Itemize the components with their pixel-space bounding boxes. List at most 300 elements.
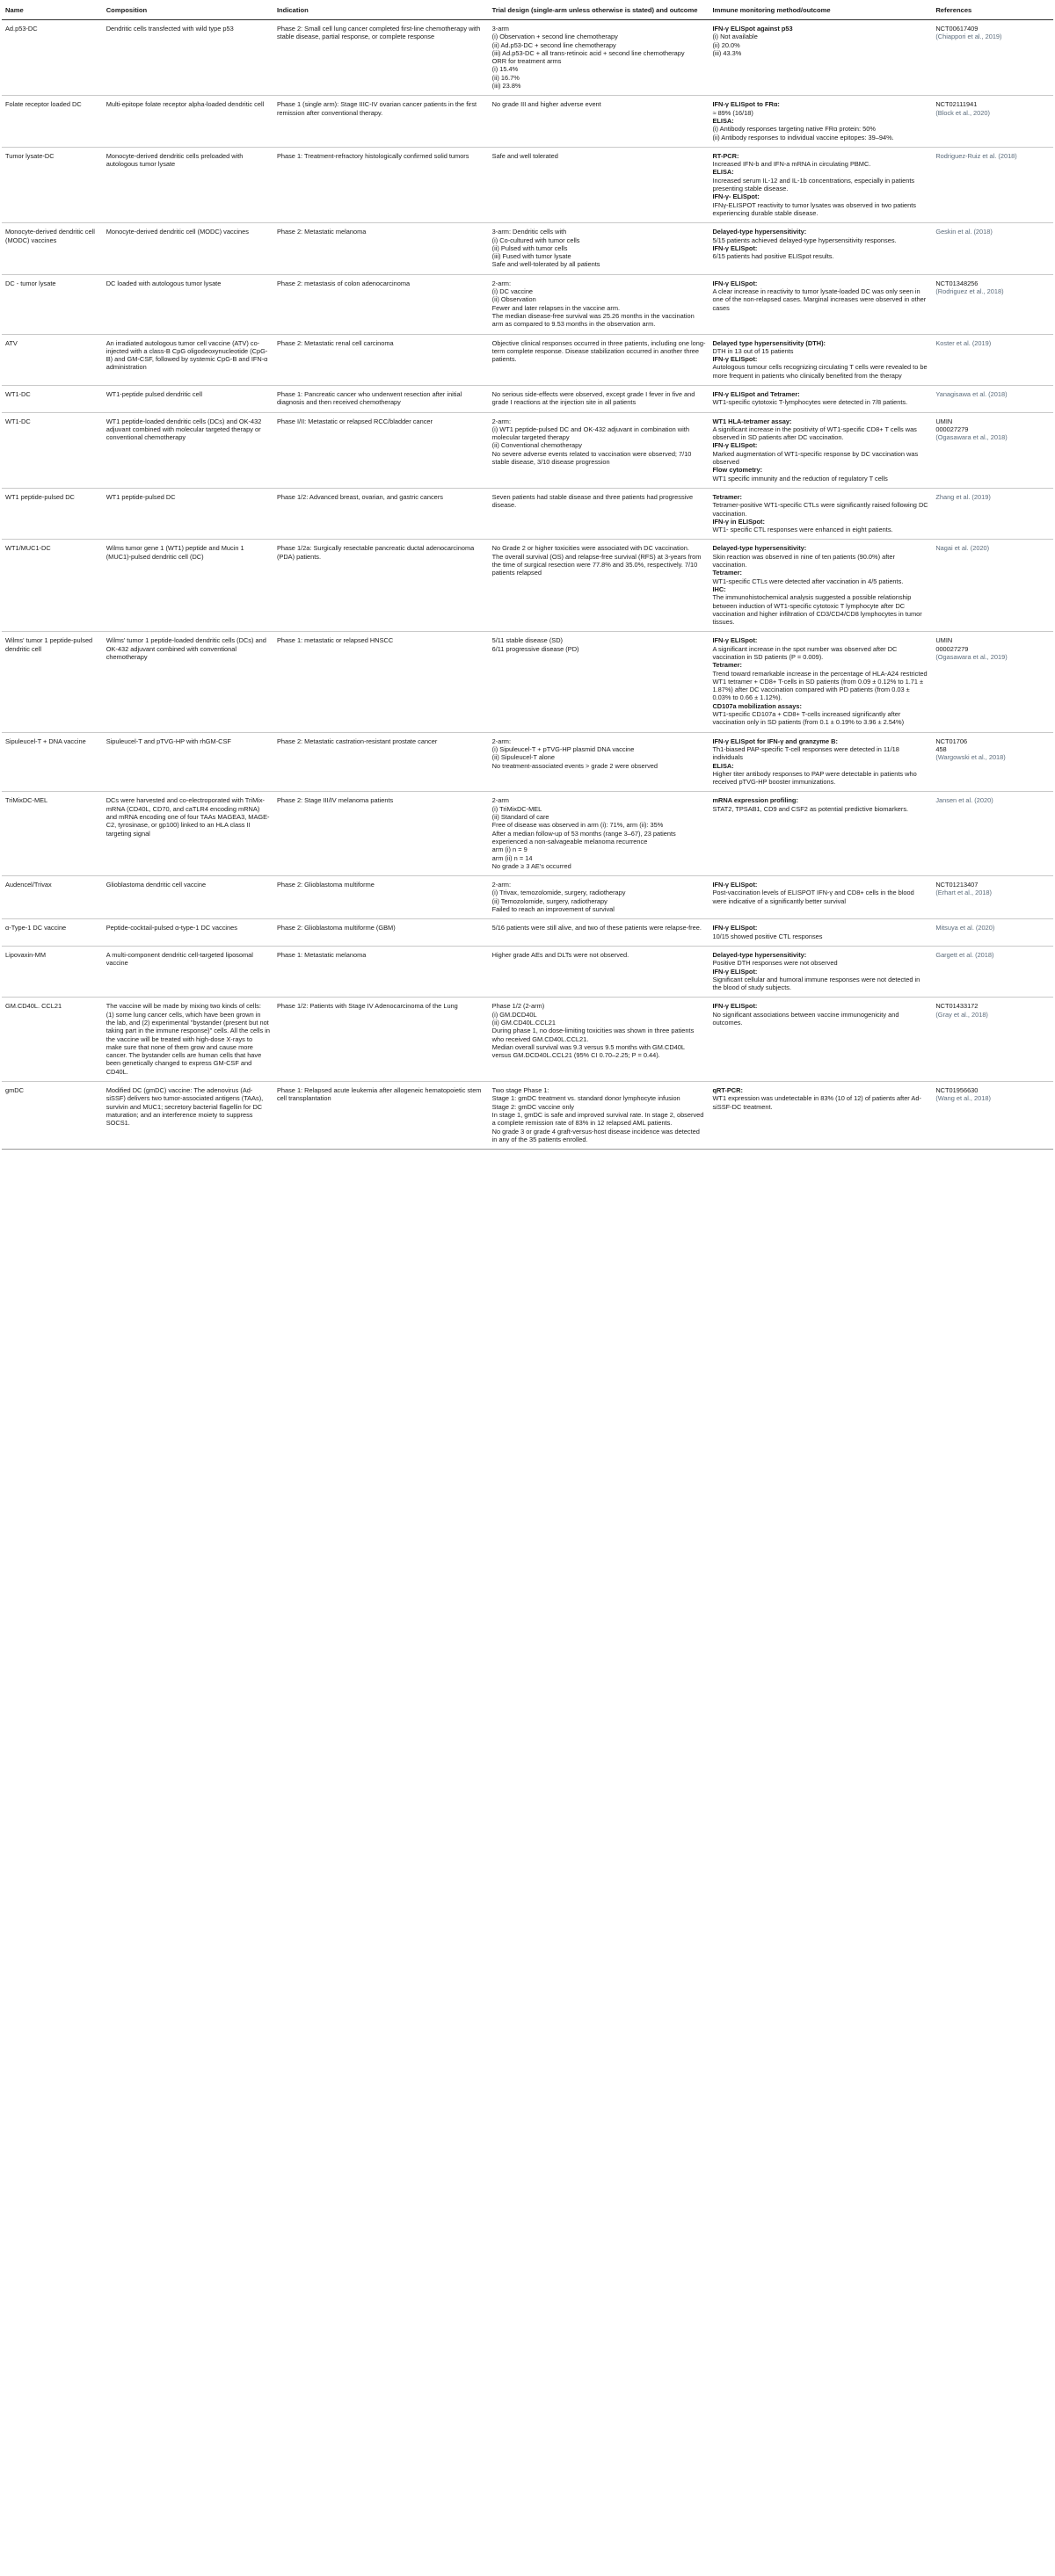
cell-composition [103, 223, 273, 274]
cell-indication [273, 998, 489, 1082]
cell-composition [103, 412, 273, 488]
cell-immune-monitoring [709, 540, 932, 632]
indication-text: Phase 2: Metastatic castration-resistant prostate cancer [276, 737, 438, 745]
cell-immune-monitoring [709, 96, 932, 147]
cell-composition [103, 632, 273, 732]
vaccine-name: Audencel/Trivax [5, 881, 52, 889]
composition-text: Monocyte-derived dendritic cells preloaded with autologous tumor lysate [106, 151, 244, 169]
assay-heading: IFN-γ ELISpot: [712, 1002, 758, 1011]
trial-line: In stage 1, gmDC is safe and improved survival rate. In stage 2, observed a complete remission rate of 83% in 12 relapsed AML patients. [491, 1110, 704, 1128]
trial-line: Phase 1/2 (2-arm) [491, 1002, 545, 1011]
cell-references [932, 334, 1053, 385]
cell-name [2, 919, 103, 947]
cell-indication [273, 1082, 489, 1150]
assay-heading: IFN-γ ELISpot against p53 [712, 25, 793, 33]
trial-registry-id: NCT01956630 [935, 1086, 979, 1095]
trial-line: Stage 2: gmDC vaccine only [491, 1102, 574, 1111]
assay-result: Trend toward remarkable increase in the percentage of HLA-A24 restricted WT1 tetramer + CD8+ T-cells in SD patients (from 0.09 ± 0.12% to 1.71 ± 1.87%) after DC vaccination compared with PD patients (from 0.03 ± 0.03% to 0.66 ± 1.12%). [712, 669, 928, 702]
column-header-trial-design: Trial design (single-arm unless otherwise is stated) and outcome [489, 2, 709, 20]
trial-registry-id: UMIN [935, 417, 953, 425]
composition-text: WT1 peptide-pulsed DC [106, 492, 176, 501]
cell-indication [273, 274, 489, 334]
cell-composition [103, 876, 273, 919]
assay-heading: Delayed-type hypersensitivity: [712, 228, 807, 236]
trial-line: No grade ≥ 3 AE's occurred [491, 861, 571, 870]
composition-text: Glioblastoma dendritic cell vaccine [106, 881, 207, 889]
column-header-immune-monitoring: Immune monitoring method/outcome [709, 2, 932, 20]
trial-line: Median overall survival was 9.3 versus 9.5 months with GM.CD40L versus GM.DCD40L.CCL21 (95% CI 0.70–2.25; P = 0.44). [491, 1042, 685, 1060]
citation-text: (Erhart et al., 2018) [935, 889, 993, 897]
composition-text: The vaccine will be made by mixing two kinds of cells: (1) some lung cancer cells, which have been grown in the lab, and (2) experimental "bystander (present but not taking part in the immune response)" cells. All the cells in the vaccine will be treated with high-dose X-rays to make sure that none of them grow and cause more cancer. The bystander cells are human cells that have been genetically changed to express GM-CSF and CD40L. [106, 1002, 270, 1076]
table-row [2, 488, 1053, 539]
composition-text: Wilms tumor gene 1 (WT1) peptide and Mucin 1 (MUC1)-pulsed dendritic cell (DC) [106, 544, 244, 561]
trial-line: (ii) Observation [491, 295, 536, 304]
assay-heading: Tetramer: [712, 661, 742, 670]
table-row [2, 334, 1053, 385]
assay-heading: IFN-γ ELISpot: [712, 243, 758, 252]
cell-composition [103, 20, 273, 96]
table-row [2, 632, 1053, 732]
citation-text: Gargett et al. (2018) [935, 950, 994, 959]
vaccine-name: Wilms' tumor 1 peptide-pulsed dendritic cell [5, 636, 93, 653]
citation-text: Rodriguez-Ruiz et al. (2018) [935, 151, 1017, 160]
cell-references [932, 998, 1053, 1082]
vaccine-name: GM.CD40L. CCL21 [5, 1002, 62, 1011]
trial-line: Safe and well tolerated [491, 151, 558, 160]
table-row [2, 1082, 1053, 1150]
citation-text: Geskin et al. (2018) [935, 228, 993, 236]
trial-line: 3-arm: Dendritic cells with [491, 228, 567, 236]
cell-trial-design [489, 223, 709, 274]
assay-result: (ii) 20.0% [712, 40, 740, 49]
assay-result: Marked augmentation of WT1-specific response by DC vaccination was observed [712, 449, 919, 467]
cell-trial-design [489, 96, 709, 147]
trial-line: (iii) 23.8% [491, 82, 521, 91]
cell-trial-design [489, 488, 709, 539]
cell-references [932, 96, 1053, 147]
trial-line: (i) Co-cultured with tumor cells [491, 236, 580, 244]
trial-registry-id: UMIN [935, 636, 953, 645]
column-header-indication: Indication [273, 2, 489, 20]
vaccine-name: Folate receptor loaded DC [5, 100, 82, 109]
indication-text: Phase 2: Glioblastoma multiforme (GBM) [276, 924, 396, 932]
table-row [2, 385, 1053, 412]
assay-heading: mRNA expression profiling: [712, 796, 798, 805]
assay-result: Positive DTH responses were not observed [712, 959, 838, 968]
assay-result: 10/15 showed positive CTL responses [712, 932, 823, 940]
cell-indication [273, 919, 489, 947]
cell-composition [103, 385, 273, 412]
composition-text: Modified DC (gmDC) vaccine: The adenovirus (Ad-siSSF) delivers two tumor-associated antigens (TAAs), survivin and MUC1; secretory bacterial flagellin for DC maturation; and an interference moiety to suppress SOCS1. [106, 1086, 264, 1128]
vaccine-name: WT1 peptide-pulsed DC [5, 492, 75, 501]
indication-text: Phase 2: Metastatic melanoma [276, 228, 367, 236]
composition-text: DC loaded with autologous tumor lysate [106, 279, 222, 287]
assay-heading: IFN-γ ELISpot: [712, 636, 758, 645]
cell-name [2, 488, 103, 539]
trial-line: (iii) Fused with tumor lysate [491, 252, 571, 261]
trial-line: (ii) Standard of care [491, 813, 549, 822]
assay-result: 6/15 patients had positive ELISpot results. [712, 252, 834, 261]
composition-text: A multi-component dendritic cell-targeted liposomal vaccine [106, 950, 253, 968]
composition-text: Wilms' tumor 1 peptide-loaded dendritic cells (DCs) and OK-432 adjuvant combined with conventional chemotherapy [106, 636, 266, 661]
assay-heading: Flow cytometry: [712, 466, 763, 475]
trial-line: (i) 15.4% [491, 65, 519, 74]
citation-text: (Rodriguez et al., 2018) [935, 287, 1004, 296]
trial-line: No grade 3 or grade 4 graft-versus-host disease incidence was detected in any of the 35 patients enrolled. [491, 1127, 700, 1143]
cell-indication [273, 147, 489, 222]
assay-result: (ii) Antibody responses to individual vaccine epitopes: 39–94%. [712, 133, 894, 141]
cell-immune-monitoring [709, 1082, 932, 1150]
cell-composition [103, 96, 273, 147]
assay-heading: Tetramer: [712, 492, 742, 501]
composition-text: WT1-peptide pulsed dendritic cell [106, 389, 202, 398]
trial-line: 3-arm [491, 25, 509, 33]
trial-line: (i) TriMixDC-MEL [491, 804, 542, 813]
cell-immune-monitoring [709, 20, 932, 96]
cell-composition [103, 792, 273, 876]
trial-line: arm (ii) n = 14 [491, 853, 533, 862]
trial-line: No treatment-associated events > grade 2 were observed [491, 761, 658, 770]
assay-result: Increased serum IL-12 and IL-1b concentrations, especially in patients presenting stable disease. [712, 176, 915, 193]
cell-trial-design [489, 919, 709, 947]
table-row [2, 274, 1053, 334]
citation-text: (Wang et al., 2018) [935, 1094, 991, 1103]
cell-composition [103, 488, 273, 539]
trial-line: (i) WT1 peptide-pulsed DC and OK-432 adjuvant in combination with molecular targeted therapy [491, 424, 689, 442]
indication-text: Phase 2: metastasis of colon adenocarcinoma [276, 279, 411, 287]
cell-references [932, 488, 1053, 539]
trial-registry-id: NCT00617409 [935, 25, 979, 33]
composition-text: Sipuleucel-T and pTVG-HP with rhGM-CSF [106, 737, 231, 745]
cell-immune-monitoring [709, 876, 932, 919]
cell-immune-monitoring [709, 632, 932, 732]
citation-text: (Ogasawara et al., 2018) [935, 433, 1008, 442]
assay-result: WT1-specific cytotoxic T-lymphocytes were detected in 7/8 patients. [712, 398, 908, 407]
assay-heading: WT1 HLA-tetramer assay: [712, 417, 792, 425]
trial-line: 5/16 patients were still alive, and two of these patients were relapse-free. [491, 924, 702, 932]
trial-line: (ii) Ad.p53-DC + second line chemotherapy [491, 40, 616, 49]
trial-line: 6/11 progressive disease (PD) [491, 644, 579, 653]
cell-indication [273, 488, 489, 539]
cell-immune-monitoring [709, 274, 932, 334]
table-row [2, 732, 1053, 792]
cell-immune-monitoring [709, 792, 932, 876]
trial-line: Stage 1: gmDC treatment vs. standard donor lymphocyte infusion [491, 1094, 680, 1103]
cell-trial-design [489, 876, 709, 919]
trial-line: (ii) 16.7% [491, 73, 520, 82]
trial-line: Higher grade AEs and DLTs were not observed. [491, 950, 629, 959]
assay-result: Higher titer antibody responses to PAP were detectable in patients who received pTVG-HP booster immunizations. [712, 769, 917, 787]
assay-heading: IFN-γ in ELISpot: [712, 517, 765, 526]
assay-heading: IFN-γ ELISpot and Tetramer: [712, 389, 800, 398]
cell-trial-design [489, 147, 709, 222]
vaccine-name: DC - tumor lysate [5, 279, 56, 287]
indication-text: Phase 1: Metastatic melanoma [276, 950, 367, 959]
assay-result: Significant cellular and humoral immune responses were not detected in the blood of study subjects. [712, 975, 920, 992]
vaccine-name: ATV [5, 338, 18, 347]
cell-references [932, 919, 1053, 947]
indication-text: Phase I/II: Metastatic or relapsed RCC/bladder cancer [276, 417, 433, 425]
indication-text: Phase 2: Small cell lung cancer completed first-line chemotherapy with stable disease, partial response, or complete response [276, 25, 481, 41]
cell-trial-design [489, 998, 709, 1082]
assay-result: (i) Antibody responses targeting native FRα protein: 50% [712, 125, 876, 134]
assay-heading: Delayed-type hypersensitivity: [712, 544, 807, 553]
trial-registry-id: 458 [935, 744, 947, 753]
cell-references [932, 632, 1053, 732]
cell-composition [103, 732, 273, 792]
cell-name [2, 998, 103, 1082]
trial-line: (i) Observation + second line chemotherapy [491, 33, 618, 41]
cell-composition [103, 919, 273, 947]
assay-heading: RT-PCR: [712, 151, 739, 160]
cell-references [932, 732, 1053, 792]
cell-immune-monitoring [709, 998, 932, 1082]
clinical-trials-table [2, 2, 1053, 1150]
cell-name [2, 732, 103, 792]
cell-references [932, 223, 1053, 274]
assay-result: The immunohistochemical analysis suggested a possible relationship between induction of WT1-specific cytotoxic T lymphocyte after DC vaccination and higher infiltration of CD3/CD4/CD8 lymphocytes in tumor tissues. [712, 593, 922, 627]
assay-result: A significant increase in the spot number was observed after DC vaccination in SD patients (P = 0.009). [712, 644, 898, 661]
table-row [2, 919, 1053, 947]
indication-text: Phase 1/2a: Surgically resectable pancreatic ductal adenocarcinoma (PDA) patients. [276, 544, 475, 561]
cell-immune-monitoring [709, 488, 932, 539]
cell-references [932, 876, 1053, 919]
assay-heading: IFN-γ ELISpot: [712, 881, 758, 889]
trial-registry-id: NCT01348256 [935, 279, 979, 287]
cell-name [2, 20, 103, 96]
assay-heading: IFN-γ- ELISpot: [712, 192, 760, 201]
citation-text: (Block et al., 2020) [935, 108, 990, 117]
trial-registry-id: NCT01433172 [935, 1002, 979, 1011]
cell-name [2, 632, 103, 732]
cell-references [932, 274, 1053, 334]
composition-text: Peptide-cocktail-pulsed α-type-1 DC vaccines [106, 924, 237, 932]
assay-heading: IFN-γ ELISpot to FRα: [712, 100, 780, 109]
assay-heading: Delayed-type hypersensitivity: [712, 950, 807, 959]
assay-heading: IHC: [712, 584, 726, 593]
trial-line: 2-arm: [491, 881, 511, 889]
citation-text: (Ogasawara et al., 2019) [935, 653, 1008, 661]
table-row [2, 412, 1053, 488]
cell-name [2, 223, 103, 274]
trial-line: Failed to reach an improvement of survival [491, 905, 615, 914]
cell-indication [273, 412, 489, 488]
cell-indication [273, 223, 489, 274]
table-row [2, 223, 1053, 274]
assay-heading: ELISA: [712, 761, 734, 770]
indication-text: Phase 1/2: Patients with Stage IV Adenocarcinoma of the Lung [276, 1002, 458, 1011]
composition-text: An irradiated autologous tumor cell vaccine (ATV) co-injected with a class-B CpG oligodeoxynucleotide (CpG-B) and GM-CSF, followed by systemic CpG-B and IFN-α administration [106, 338, 268, 372]
column-header-references: References [932, 2, 1053, 20]
trial-line: 2-arm: [491, 737, 511, 745]
cell-composition [103, 540, 273, 632]
assay-result: Increased IFN-b and IFN-a mRNA in circulating PBMC. [712, 160, 871, 169]
assay-result: Post-vaccination levels of ELISPOT IFN-γ and CD8+ cells in the blood were indicative of a significantly better survival [712, 889, 914, 905]
assay-result: No significant associations between vaccine immunogenicity and outcomes. [712, 1010, 899, 1027]
cell-name [2, 274, 103, 334]
assay-heading: CD107a mobilization assays: [712, 701, 802, 710]
cell-indication [273, 632, 489, 732]
assay-result: (i) Not available [712, 33, 758, 41]
trial-line: Safe and well-tolerated by all patients [491, 260, 600, 269]
assay-result: Tetramer-positive WT1-specific CTLs were significantly raised following DC vaccination. [712, 501, 928, 518]
assay-result: IFNγ-ELISPOT reactivity to tumor lysates was observed in two patients experiencing durable stable disease. [712, 200, 916, 217]
assay-result: WT1-specific CTLs were detected after vaccination in 4/5 patients. [712, 577, 904, 585]
cell-trial-design [489, 385, 709, 412]
trial-registry-id: NCT01706 [935, 737, 968, 745]
cell-composition [103, 1082, 273, 1150]
vaccine-name: Tumor lysate-DC [5, 151, 55, 160]
vaccine-name: gmDC [5, 1086, 24, 1095]
assay-heading: IFN-γ ELISpot: [712, 924, 758, 932]
assay-result: Skin reaction was observed in nine of ten patients (90.0%) after vaccination. [712, 552, 895, 570]
assay-result: Autologous tumour cells recognizing circulating T cells were revealed to be more frequent in patients who clinically benefited from the therapy [712, 363, 928, 380]
table-row [2, 96, 1053, 147]
assay-result: Th1-biased PAP-specific T-cell responses were detected in 11/18 individuals [712, 744, 899, 762]
assay-result: WT1 expression was undetectable in 83% (10 of 12) of patients after Ad-siSSF-DC treatment. [712, 1094, 921, 1111]
cell-references [932, 946, 1053, 997]
trial-line: (i) Trivax, temozolomide, surgery, radiotherapy [491, 889, 626, 897]
assay-result: (iii) 43.3% [712, 48, 742, 57]
trial-line: (ii) GM.CD40L.CCL21 [491, 1018, 556, 1027]
cell-trial-design [489, 632, 709, 732]
trial-line: 2-arm: [491, 279, 511, 287]
assay-heading: ELISA: [712, 116, 734, 125]
vaccine-name: Lipovaxin-MM [5, 950, 47, 959]
cell-composition [103, 998, 273, 1082]
assay-heading: Tetramer: [712, 569, 742, 577]
table-row [2, 792, 1053, 876]
assay-result: WT1-specific CD107a + CD8+ T-cells increased significantly after vaccination only in SD patients (from 0.1 ± 0.19% to 3.96 ± 2.54%) [712, 710, 905, 727]
cell-references [932, 1082, 1053, 1150]
indication-text: Phase 1 (single arm): Stage IIIC-IV ovarian cancer patients in the first remission after conventional therapy. [276, 100, 477, 117]
table-header-row [2, 2, 1053, 20]
cell-name [2, 96, 103, 147]
trial-line: (ii) Temozolomide, surgery, radiotherapy [491, 896, 608, 905]
cell-references [932, 540, 1053, 632]
citation-text: (Chiappori et al., 2019) [935, 33, 1002, 41]
cell-name [2, 334, 103, 385]
trial-line: After a median follow-up of 53 months (range 3–67), 23 patients experienced a non-salvageable melanoma recurrence [491, 829, 676, 845]
citation-text: (Gray et al., 2018) [935, 1010, 988, 1019]
trial-line: No severe adverse events related to vaccination were observed; 7/10 stable disease, 3/10 disease progression [491, 449, 692, 467]
cell-immune-monitoring [709, 334, 932, 385]
trial-line: Fewer and later relapses in the vaccine arm. [491, 303, 621, 312]
cell-references [932, 20, 1053, 96]
cell-name [2, 540, 103, 632]
cell-indication [273, 20, 489, 96]
trial-line: 2-arm [491, 796, 509, 805]
cell-references [932, 385, 1053, 412]
cell-immune-monitoring [709, 223, 932, 274]
trial-line: No Grade 2 or higher toxicities were associated with DC vaccination. [491, 544, 689, 553]
cell-immune-monitoring [709, 147, 932, 222]
cell-indication [273, 385, 489, 412]
cell-trial-design [489, 334, 709, 385]
cell-references [932, 412, 1053, 488]
trial-line: The median disease-free survival was 25.26 months in the vaccination arm as compared to 9.53 months in the observation arm. [491, 311, 695, 329]
composition-text: DCs were harvested and co-electroporated with TriMix-mRNA (CD40L, CD70, and caTLR4 encoding mRNA) and mRNA encoding one of four TAAs MAGEA3, MAGE-C2, tyrosinase, or gp100) linked to an HLA class II targeting signal [106, 796, 270, 838]
trial-line: No grade III and higher adverse event [491, 100, 601, 109]
trial-line: (ii) Pulsed with tumor cells [491, 243, 568, 252]
trial-line: During phase 1, no dose-limiting toxicities was shown in three patients who received GM.CD40L.CCL21. [491, 1027, 695, 1043]
indication-text: Phase 1: Pancreatic cancer who underwent resection after initial diagnosis and then received chemotherapy [276, 389, 462, 407]
vaccine-name: Ad.p53-DC [5, 25, 38, 33]
cell-immune-monitoring [709, 919, 932, 947]
trial-line: arm (i) n = 9 [491, 845, 528, 854]
assay-heading: IFN-γ ELISpot: [712, 279, 758, 287]
assay-result: 5/15 patients achieved delayed-type hypersensitivity responses. [712, 236, 897, 244]
assay-heading: IFN-γ ELISpot: [712, 441, 758, 450]
composition-text: WT1 peptide-loaded dendritic cells (DCs) and OK-432 adjuvant combined with molecular targeted therapy or conventional chemotherapy [106, 417, 262, 442]
assay-heading: IFN-γ ELISpot: [712, 355, 758, 364]
citation-text: Jansen et al. (2020) [935, 796, 993, 805]
assay-result: WT1- specific CTL responses were enhanced in eight patients. [712, 526, 893, 534]
citation-text: Koster et al. (2019) [935, 338, 992, 347]
cell-composition [103, 334, 273, 385]
cell-name [2, 946, 103, 997]
trial-line: 2-arm: [491, 417, 511, 425]
cell-name [2, 147, 103, 222]
trial-line: (i) DC vaccine [491, 287, 534, 296]
vaccine-name: Monocyte-derived dendritic cell (MODC) vaccines [5, 228, 95, 244]
table-row [2, 998, 1053, 1082]
assay-heading: qRT-PCR: [712, 1086, 743, 1095]
trial-line: (i) Sipuleucel-T + pTVG-HP plasmid DNA vaccine [491, 744, 635, 753]
cell-trial-design [489, 792, 709, 876]
cell-trial-design [489, 732, 709, 792]
assay-heading: Delayed type hypersensitivity (DTH): [712, 338, 826, 347]
cell-name [2, 385, 103, 412]
citation-text: Yanagisawa et al. (2018) [935, 389, 1008, 398]
citation-text: Mitsuya et al. (2020) [935, 924, 995, 932]
table-row [2, 876, 1053, 919]
trial-registry-id: NCT02111941 [935, 100, 978, 109]
indication-text: Phase 2: Glioblastoma multiforme [276, 881, 375, 889]
vaccine-name: TriMixDC-MEL [5, 796, 48, 805]
table-row [2, 147, 1053, 222]
cell-indication [273, 540, 489, 632]
cell-composition [103, 147, 273, 222]
trial-line: (i) GM.DCD40L [491, 1010, 537, 1019]
cell-name [2, 1082, 103, 1150]
cell-immune-monitoring [709, 732, 932, 792]
assay-result: STAT2, TPSAB1, CD9 and CSF2 as potential predictive biomarkers. [712, 804, 909, 813]
cell-indication [273, 946, 489, 997]
cell-indication [273, 732, 489, 792]
trial-line: Objective clinical responses occurred in three patients, including one long-term complete response. Disease stabilization occurred in another three patients. [491, 338, 706, 364]
cell-name [2, 412, 103, 488]
cell-indication [273, 792, 489, 876]
trial-line: No serious side-effects were observed, except grade I fever in five and grade I reactions at the injection site in all patients [491, 389, 695, 407]
trial-line: Two stage Phase 1: [491, 1086, 549, 1095]
trial-registry-id: 000027279 [935, 424, 969, 433]
cell-name [2, 876, 103, 919]
citation-text: Nagai et al. (2020) [935, 544, 990, 553]
assay-result: DTH in 13 out of 15 patients [712, 346, 794, 355]
indication-text: Phase 2: Stage III/IV melanoma patients [276, 796, 394, 805]
cell-trial-design [489, 1082, 709, 1150]
indication-text: Phase 1: Treatment-refractory histologically confirmed solid tumors [276, 151, 469, 160]
assay-heading: ELISA: [712, 168, 734, 177]
trial-line: Seven patients had stable disease and three patients had progressive disease. [491, 492, 694, 510]
table-row [2, 20, 1053, 96]
composition-text: Dendritic cells transfected with wild type p53 [106, 25, 234, 33]
cell-indication [273, 334, 489, 385]
cell-immune-monitoring [709, 385, 932, 412]
cell-indication [273, 96, 489, 147]
trial-registry-id: NCT01213407 [935, 881, 979, 889]
